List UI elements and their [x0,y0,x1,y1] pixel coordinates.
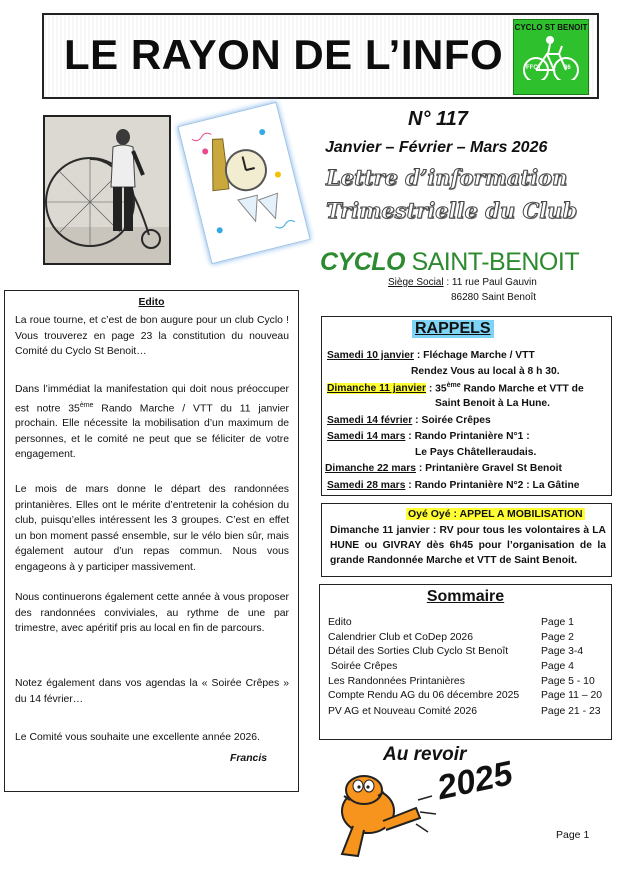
tagline-line-2: Trimestrielle du Club [326,198,578,223]
edito-box [4,290,299,792]
appel-mobilisation-box [321,503,612,577]
appel-text: Dimanche 11 janvier : RV pour tous les volontaires à LA HUNE ou GIVRAY dès 6h45 pour l’organisation de la grande Randonnée Marche et VTT de Saint Benoit. [330,525,606,566]
sommaire-row-label: PV AG et Nouveau Comité 2026 [328,706,478,717]
sommaire-row-label: Compte Rendu AG du 06 décembre 2025 [328,690,520,701]
year-2025-text: 2025 [434,754,516,808]
rappels-title: RAPPELS [412,320,494,338]
edito-paragraph-5: Notez également dans vos agendas la « Soirée Crêpes » du 14 février… [15,678,289,705]
siege-social-address [388,277,537,288]
sommaire-row-page: Page 1 [541,617,574,628]
issue-dates: Janvier – Février – Mars 2026 [325,139,548,156]
masthead [42,13,599,99]
appel-title: Oyé Oyé : APPEL A MOBILISATION [408,508,583,520]
edito-paragraph-2: Dans l’immédiat la manifestation qui doit nous préoccuper est notre 35ème Rando Marche / VTT du 11 janvier prochain. Elle nécessite la mobilisation d’un maximum de personnes, et le comité ne peut que se féliciter de votre engagement. [15,384,289,461]
sommaire-row-label: Détail des Sorties Club Cyclo St Benoît [328,646,509,657]
sommaire-row-page: Page 11 – 20 [541,690,603,701]
edito-paragraph-6: Le Comité vous souhaite une excellente année 2026. [15,732,260,743]
garfield-kicking-icon [328,766,448,866]
siege-label: Siège Social [388,277,444,288]
sommaire-row-page: Page 21 - 23 [541,706,601,717]
sommaire-row-page: Page 5 - 10 [541,676,595,687]
sommaire-row-page: Page 3-4 [541,646,584,657]
edito-signature: Francis [230,753,267,764]
club-logo [513,19,589,95]
edito-paragraph-1: La roue tourne, et c’est de bon augure pour un club Cyclo ! Vous trouverez en page 23 la constitution du nouveau Comité du Cyclo St Benoit… [15,315,289,357]
cyclo-saint-benoit-logo [320,248,579,277]
sommaire-row-page: Page 2 [541,632,574,643]
logo-86: 86 [564,65,571,71]
sommaire-row-label: Soirée Crêpes [328,661,398,672]
rappel-item: Dimanche 22 mars : Printanière Gravel St Benoit [325,463,562,474]
vintage-cyclist-photo [43,115,171,265]
edito-paragraph-3: Le mois de mars donne le départ des randonnées printanières. Elles ont le mérite d’entretenir la cohésion du club, puisqu’elles intéressent les 3 groupes. C’est en effet un bon moment passé ensemble, sur le vélo bien sûr, mais également autour d’un repas commun. Nous vous engageons à y participer massivement. [15,484,289,573]
rappel-item: Samedi 14 mars : Rando Printanière N°1 : [327,431,530,442]
rappel-item: Samedi 14 février : Soirée Crêpes [327,415,491,426]
edito-paragraph-4: Nous continuerons également cette année à vous proposer des randonnées conviviales, au rythme de une par trimestre, avec apéritif pris au local en fin de parcours. [15,592,289,634]
bicycle-icon [514,20,588,94]
rappel-item-continued: Saint Benoit à La Hune. [435,398,550,409]
logo-ffct: FFCT [526,65,542,71]
newsletter-title: LE RAYON DE L’INFO [64,31,504,78]
edito-title: Edito [138,297,165,308]
rappel-item-continued: Rendez Vous au local à 8 h 30. [411,366,560,377]
sommaire-row-label: Edito [328,617,352,628]
sommaire-title: Sommaire [426,588,505,605]
sommaire-row-page: Page 4 [541,661,574,672]
new-year-champagne-image [177,102,310,264]
club-logo-text: CYCLO ST BENOIT [514,23,588,32]
rappel-item: Samedi 28 mars : Rando Printanière N°2 : La Gâtine [327,480,580,491]
sommaire-row-label: Les Randonnées Printanières [328,676,465,687]
rappel-item: Samedi 10 janvier : Fléchage Marche / VTT [327,350,535,361]
issue-number: N° 117 [408,108,468,130]
brand-saint-benoit: SAINT-BENOIT [411,248,580,276]
sommaire-row-label: Calendrier Club et CoDep 2026 [328,632,473,643]
au-revoir-text: Au revoir [383,744,467,765]
page-number: Page 1 [556,829,590,841]
rappels-box [321,316,612,496]
rappel-item-continued: Le Pays Châtelleraudais. [415,447,537,458]
siege-city: 86280 Saint Benoît [451,292,537,303]
sommaire-box [319,584,612,740]
brand-cyclo: CYCLO [320,248,405,276]
rappel-item: Dimanche 11 janvier : 35ème Rando Marche et VTT de [327,382,584,395]
tagline-line-1: Lettre d’information [326,165,568,190]
siege-street: : 11 rue Paul Gauvin [443,277,537,288]
